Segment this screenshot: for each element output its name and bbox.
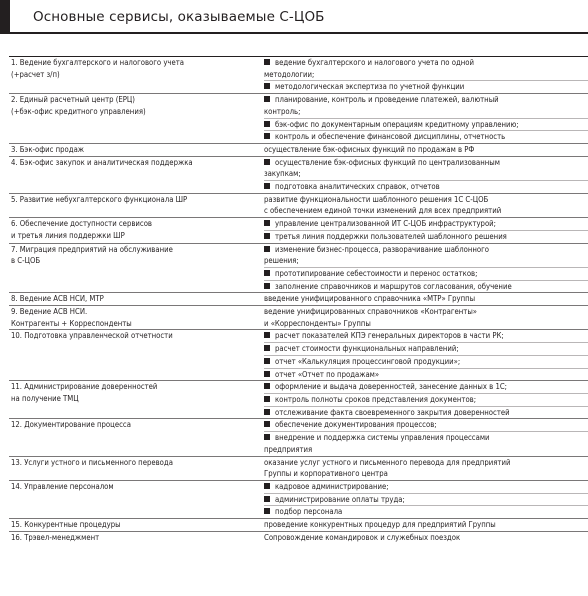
bullet-text: методологическая экспертиза по учетной функции — [275, 82, 465, 92]
service-description-cell — [262, 381, 588, 418]
bullet-text: прототипирование себестоимости и перенос остатков; — [275, 268, 478, 278]
service-name-line: 7. Миграция предприятий на обслуживание — [11, 244, 173, 254]
description-line: Сопровождение командировок и служебных поездок — [264, 532, 461, 542]
bullet-item — [264, 130, 588, 143]
bullet-item — [264, 355, 588, 368]
description-line: введение унифицированного справочника «МТР» Группы — [264, 294, 476, 304]
description-line: ведение унифицированных справочников «Контрагенты» — [264, 307, 478, 317]
bullet-text: кадровое администрирование; — [275, 481, 389, 491]
service-name-line: (+бэк-офис кредитного управления) — [11, 106, 146, 116]
service-description-cell — [262, 94, 588, 143]
service-name-line: 2. Единый расчетный центр (ЕРЦ) — [11, 95, 135, 105]
service-name-cell — [9, 457, 262, 480]
bullet-square-icon — [264, 409, 270, 415]
bullet-item — [264, 330, 588, 342]
bullet-item — [264, 230, 588, 243]
bullet-square-icon — [264, 96, 270, 102]
bullet-square-icon — [264, 220, 270, 226]
bullet-square-icon — [264, 332, 270, 338]
page-header — [0, 0, 588, 34]
service-name-cell — [9, 519, 262, 531]
bullet-text: расчет стоимости функциональных направлений; — [275, 344, 459, 354]
service-name-cell — [9, 306, 262, 329]
service-name-line: 4. Бэк-офис закупок и аналитическая поддержка — [11, 157, 193, 167]
bullet-item — [264, 381, 588, 393]
bullet-item — [264, 218, 588, 230]
table-row — [9, 293, 588, 306]
bullet-text: управление централизованной ИТ С-ЦОБ инфраструктурой; — [275, 219, 497, 229]
bullet-item — [264, 368, 588, 381]
description-line: проведение конкурентных процедур для предприятий Группы — [264, 520, 496, 530]
bullet-square-icon — [264, 121, 270, 127]
page-title: Основные сервисы, оказываемые С-ЦОБ — [33, 9, 325, 25]
bullet-item — [264, 157, 588, 180]
service-description-cell — [262, 57, 588, 93]
description-line: оказание услуг устного и письменного перевода для предприятий — [264, 457, 511, 467]
service-name-cell — [9, 419, 262, 455]
bullet-item — [264, 406, 588, 419]
service-description-cell — [262, 481, 588, 518]
service-name-line: 3. Бэк-офис продаж — [11, 144, 85, 154]
service-name-cell — [9, 330, 262, 380]
service-description-cell — [262, 519, 588, 531]
bullet-text: осуществление бэк-офисных функций по централизованным — [275, 157, 500, 167]
bullet-text: планирование, контроль и проведение платежей, валютный — [275, 95, 499, 105]
service-description-cell — [262, 293, 588, 305]
description-line: с обеспечением единой точки изменений для всех предприятий — [264, 206, 502, 216]
bullet-text: обеспечение документирования процессов; — [275, 420, 437, 430]
table-row — [9, 218, 588, 243]
service-name-line: 12. Документирование процесса — [11, 420, 131, 430]
bullet-item — [264, 180, 588, 193]
bullet-item — [264, 505, 588, 518]
bullet-square-icon — [264, 483, 270, 489]
bullet-text: предприятия — [264, 444, 313, 454]
service-description-cell — [262, 330, 588, 380]
description-line: осуществление бэк-офисных функций по продажам в РФ — [264, 144, 475, 154]
service-name-cell — [9, 57, 262, 93]
bullet-text: контроль и обеспечение финансовой дисциплины, отчетность — [275, 132, 506, 142]
table-row — [9, 419, 588, 456]
bullet-square-icon — [264, 183, 270, 189]
service-description-cell — [262, 457, 588, 480]
service-name-line: 8. Ведение АСВ НСИ, МТР — [11, 294, 104, 304]
table-row — [9, 94, 588, 144]
bullet-text: отчет «Отчет по продажам» — [275, 369, 380, 379]
service-name-line: в С-ЦОБ — [11, 256, 41, 266]
bullet-text: заполнение справочников и маршрутов согласования, обучение — [275, 281, 512, 291]
service-name-line: 6. Обеспечение доступности сервисов — [11, 219, 153, 229]
bullet-item — [264, 393, 588, 406]
bullet-square-icon — [264, 233, 270, 239]
header-accent-bar — [0, 0, 10, 32]
service-name-line: 13. Услуги устного и письменного перевода — [11, 457, 173, 467]
service-name-cell — [9, 481, 262, 518]
bullet-item — [264, 118, 588, 131]
service-name-line: 1. Ведение бухгалтерского и налогового учета — [11, 58, 185, 67]
bullet-item — [264, 280, 588, 293]
service-description-cell — [262, 218, 588, 242]
bullet-square-icon — [264, 358, 270, 364]
table-row — [9, 194, 588, 218]
table-row — [9, 381, 588, 419]
service-name-line: 15. Конкурентные процедуры — [11, 520, 121, 530]
bullet-text: закупкам; — [264, 169, 301, 179]
bullet-text: расчет показателей КПЭ генеральных директоров в части РК; — [275, 331, 504, 341]
bullet-item — [264, 493, 588, 506]
service-name-cell — [9, 244, 262, 293]
bullet-item — [264, 419, 588, 431]
table-row — [9, 306, 588, 330]
table-row — [9, 519, 588, 532]
bullet-text: оформление и выдача доверенностей, занесение данных в 1С; — [275, 382, 508, 392]
service-name-line: на получение ТМЦ — [11, 393, 79, 403]
service-name-line: 11. Администрирование доверенностей — [11, 382, 158, 392]
description-line: Группы и корпоративного центра — [264, 469, 388, 479]
table-row — [9, 481, 588, 519]
bullet-item — [264, 57, 588, 80]
description-line: и «Корреспонденты» Группы — [264, 318, 371, 328]
bullet-square-icon — [264, 270, 270, 276]
bullet-text: методологии; — [264, 69, 315, 79]
bullet-square-icon — [264, 246, 270, 252]
bullet-text: подготовка аналитических справок, отчетов — [275, 182, 440, 192]
bullet-square-icon — [264, 133, 270, 139]
bullet-text: внедрение и поддержка системы управления процессами — [275, 433, 490, 443]
bullet-item — [264, 342, 588, 355]
bullet-square-icon — [264, 396, 270, 402]
bullet-square-icon — [264, 345, 270, 351]
bullet-text: контроль; — [264, 106, 301, 116]
service-description-cell — [262, 144, 588, 156]
bullet-text: отслеживание факта своевременного закрытия доверенностей — [275, 407, 510, 417]
bullet-square-icon — [264, 496, 270, 502]
table-row — [9, 157, 588, 194]
table-row — [9, 532, 588, 544]
bullet-item — [264, 431, 588, 455]
service-name-line: 5. Развитие небухгалтерского функционала ШР — [11, 194, 188, 204]
bullet-square-icon — [264, 383, 270, 389]
service-name-line: 14. Управление персоналом — [11, 481, 114, 491]
bullet-text: отчет «Калькуляция процессинговой продукции»; — [275, 356, 461, 366]
bullet-text: третья линия поддержки пользователей шаблонного решения — [275, 231, 507, 241]
service-name-cell — [9, 144, 262, 156]
bullet-item — [264, 94, 588, 117]
service-name-cell — [9, 218, 262, 242]
service-description-cell — [262, 194, 588, 217]
bullet-square-icon — [264, 434, 270, 440]
service-name-cell — [9, 194, 262, 217]
service-name-line: 16. Трэвел-менеджмент — [11, 532, 100, 542]
bullet-text: бэк-офис по документарным операциям кредитному управлению; — [275, 119, 519, 129]
bullet-item — [264, 244, 588, 267]
service-description-cell — [262, 419, 588, 455]
bullet-square-icon — [264, 508, 270, 514]
service-name-line: 10. Подготовка управленческой отчетности — [11, 331, 173, 341]
service-name-cell — [9, 381, 262, 418]
service-description-cell — [262, 157, 588, 193]
bullet-text: ведение бухгалтерского и налогового учета по одной — [275, 58, 474, 67]
service-description-cell — [262, 306, 588, 329]
service-description-cell — [262, 532, 588, 544]
bullet-text: подбор персонала — [275, 507, 343, 517]
table-row — [9, 57, 588, 94]
table-row — [9, 457, 588, 481]
table-row — [9, 244, 588, 294]
bullet-square-icon — [264, 371, 270, 377]
services-table — [9, 56, 588, 543]
bullet-item — [264, 80, 588, 93]
bullet-item — [264, 267, 588, 280]
bullet-item — [264, 481, 588, 493]
bullet-square-icon — [264, 59, 270, 65]
bullet-text: администрирование оплаты труда; — [275, 494, 405, 504]
service-name-line: и третья линия поддержки ШР — [11, 230, 125, 240]
bullet-square-icon — [264, 83, 270, 89]
bullet-square-icon — [264, 421, 270, 427]
bullet-text: решения; — [264, 256, 299, 266]
service-name-cell — [9, 157, 262, 193]
service-name-cell — [9, 532, 262, 544]
bullet-square-icon — [264, 159, 270, 165]
service-description-cell — [262, 244, 588, 293]
service-name-line: Контрагенты + Корреспонденты — [11, 318, 132, 328]
table-row — [9, 144, 588, 157]
bullet-square-icon — [264, 283, 270, 289]
bullet-text: контроль полноты сроков представления документов; — [275, 394, 477, 404]
service-name-line: (+расчет з/п) — [11, 69, 60, 79]
description-line: развитие функциональности шаблонного решения 1С С-ЦОБ — [264, 194, 489, 204]
service-name-cell — [9, 293, 262, 305]
service-name-line: 9. Ведение АСВ НСИ. — [11, 307, 88, 317]
bullet-text: изменение бизнес-процесса, разворачивание шаблонного — [275, 244, 489, 254]
table-row — [9, 330, 588, 381]
service-name-cell — [9, 94, 262, 143]
